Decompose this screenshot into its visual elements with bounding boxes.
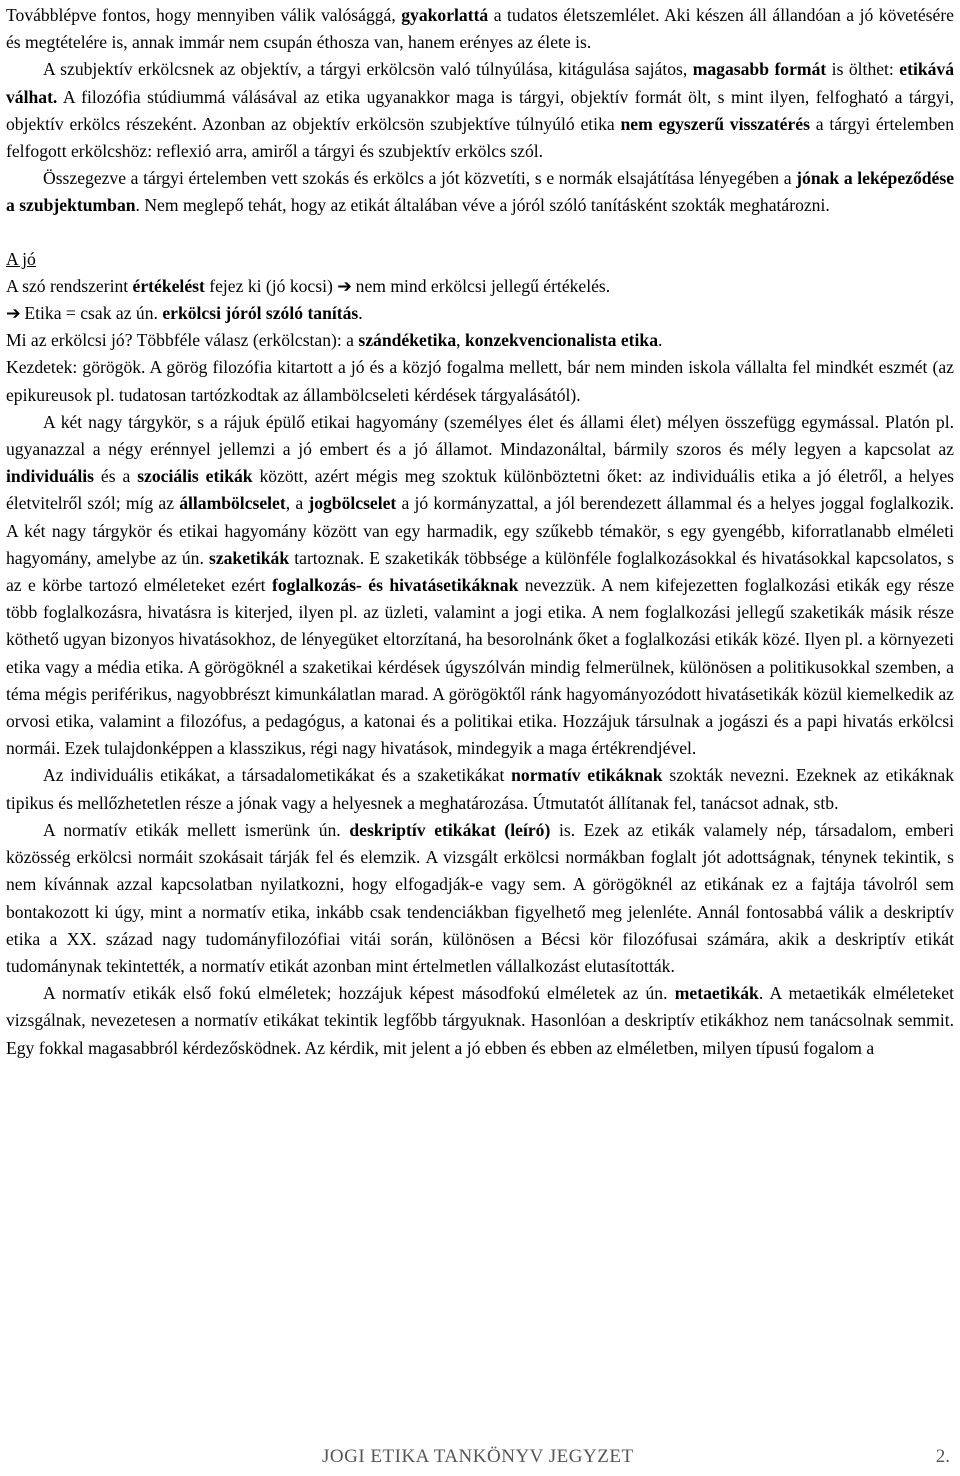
text-run: és a: [94, 466, 138, 487]
bold-term: individuális: [6, 466, 95, 487]
text-run: Etika = csak az ún.: [20, 303, 163, 324]
footer-title: JOGI ETIKA TANKÖNYV JEGYZET: [322, 1446, 634, 1467]
text-run: A két nagy tárgykör, s a rájuk épülő etikai hagyomány (személyes élet és állami élet) mélyen összefügg egymással. Platón pl. ugyanazzal a négy erénnyel jellemzi a jó embert és a jó államot. Mindazonáltal, bármily szoros és mély legyen a kapcsolat az: [6, 411, 954, 460]
text-run: a jó kormányzattal, a jól berendezett állammal és a helyes joggal foglalkozik. A két nagy tárgykör és etikai hagyomány között van egy harmadik, egy szűkebb témakör, s egy gyengébb, kiforratlanabb elméleti hagyomány, amelybe az ún.: [6, 493, 954, 568]
text-run: .: [358, 303, 363, 324]
bold-term: magasabb formát: [692, 59, 827, 80]
bold-term: szándéketika: [358, 330, 457, 351]
body-paragraph-b2: [6, 762, 954, 816]
bold-term: metaetikák: [674, 983, 759, 1004]
page-footer: [0, 1446, 960, 1472]
text-run: tartoznak. E szaketikák többsége a különféle foglalkozásokkal és hivatásokkal kapcsolatos, s az e körbe tartozó elméleteket ezért: [6, 547, 954, 596]
page-number: 2.: [935, 1446, 950, 1467]
body-paragraph-b3: [6, 817, 954, 980]
bold-term: etikává válhat.: [6, 59, 955, 107]
bold-term: erkölcsi jóról szóló tanítás: [162, 303, 359, 324]
text-run: A szubjektív erkölcsnek az objektív, a tárgyi erkölcsön való túlnyúlása, kitágulása sajátos,: [43, 59, 693, 80]
text-run: Összegezve a tárgyi értelemben vett szokás és erkölcs a jót közvetíti, s e normák elsajátítása lényegében a: [43, 168, 797, 189]
bold-term: szociális etikák: [137, 466, 253, 487]
bold-term: szaketikák: [208, 547, 290, 568]
text-run: nem mind erkölcsi jellegű értékelés.: [351, 275, 611, 296]
bold-term: gyakorlattá: [401, 5, 489, 25]
section-lines: [6, 273, 954, 409]
arrow-icon: ➔: [337, 275, 352, 296]
text-run: Az individuális etikákat, a társadalometikákat és a szaketikákat: [43, 765, 512, 786]
section-line-l2: [6, 300, 954, 327]
bold-term: jogbölcselet: [308, 493, 397, 514]
intro-paragraphs: [6, 2, 954, 220]
body-paragraph-b4: [6, 980, 954, 1062]
text-run: A szó rendszerint: [6, 275, 133, 296]
arrow-icon: ➔: [6, 303, 21, 324]
text-run: A filozófia stúdiummá válásával az etika ugyanakkor maga is tárgyi, objektív formát ölt, s mint ilyen, felfogható a tárgyi, objektív erkölcs részeként. Azonban az objektív erkölcsön szubjektíve túlnyúló etika: [6, 86, 954, 134]
text-run: Mi az erkölcsi jó? Többféle válasz (erkölcstan): a: [6, 330, 359, 351]
section-line-l3: [6, 327, 954, 354]
paragraph-p1: [6, 2, 954, 56]
paragraph-p2: [6, 56, 954, 165]
bold-term: foglalkozás- és hivatásetikáknak: [271, 575, 519, 596]
text-run: . Nem meglepő tehát, hogy az etikát általában véve a jóról szóló tanításként szokták meghatározni.: [135, 195, 830, 216]
bold-term: konzekvencionalista etika: [464, 330, 659, 351]
text-run: is. Ezek az etikák valamely nép, társadalom, emberi közösség erkölcsi normáit szokásait tárják fel és elemzik. A vizsgált erkölcsi normákban foglalt jót adottságnak, ténynek tekintik, s nem kívánnak azzal kapcsolatban nyilatkozni, hogy elfogadják-e vagy sem. A görögöknél az etikának ez a fajtája távolról sem bontakozott ki úgy, mint a normatív etika, inkább csak tendenciákban figyelhető meg jelenléte. Annál fontosabbá válik a deskriptív etika a XX. század nagy tudományfilozófiai vitái során, különösen a Bécsi kör filozófusai számára, akik a deskriptív etikát tudománynak tekintették, a normatív etikát azonban mint értelmetlen vállalkozást elutasították.: [6, 819, 954, 976]
bold-term: jónak a leképeződése a szubjektumban: [6, 168, 955, 216]
text-run: A normatív etikák első fokú elméletek; hozzájuk képest másodfokú elméletek az ún.: [43, 983, 675, 1004]
text-run: .: [658, 330, 663, 351]
text-run: a tudatos életszemlélet. Aki készen áll állandóan a jó követésére és megtételére is, annak immár nem csupán éthosza van, hanem erényes az élete is.: [6, 5, 954, 53]
body-paragraph-b1: [6, 409, 954, 763]
bold-term: nem egyszerű visszatérés: [620, 113, 810, 134]
section-heading: [6, 246, 954, 273]
text-run: Kezdetek: görögök. A görög filozófia kitartott a jó és a közjó fogalma mellett, bár nem minden iskola vállalta fel mindkét eszmét (az epikureusok pl. tudatosan tartózkodtak az állambölcseleti kérdések tárgyalásától).: [6, 357, 954, 405]
bold-term: értékelést: [132, 275, 205, 296]
paragraph-p3: [6, 165, 954, 219]
text-run: A normatív etikák mellett ismerünk ún.: [43, 819, 350, 840]
text-run: szokták nevezni. Ezeknek az etikáknak tipikus és mellőzhetetlen része a jónak vagy a helyesnek a meghatározása. Útmutatót állítanak fel, tanácsot adnak, stb.: [6, 765, 954, 813]
text-run: , a: [285, 493, 309, 514]
section-heading-text: A jó: [6, 248, 36, 269]
text-run: között, azért mégis meg szoktuk különböztetni őket: az individuális etika a jó életről, a helyes életvitelről szól; míg az: [6, 466, 954, 514]
text-run: Továbblépve fontos, hogy mennyiben válik valósággá,: [6, 5, 402, 25]
section-line-l4: [6, 354, 954, 408]
text-run: is ölthet:: [826, 59, 900, 80]
section-line-l1: [6, 273, 954, 300]
bold-term: állambölcselet: [179, 493, 286, 514]
text-run: . A metaetikák elméleteket vizsgálnak, nevezetesen a normatív etikákat tekintik legfőbb tárgyuknak. Hasonlóan a deskriptív etikákhoz nem tanácsolnak semmit. Egy fokkal magasabbról kérdezősködnek. Az kérdik, mit jelent a jó ebben és ebben az elméletben, milyen típusú fogalom a: [6, 983, 954, 1058]
text-run: fejez ki (jó kocsi): [204, 275, 338, 296]
bold-term: deskriptív etikákat (leíró): [349, 819, 551, 840]
text-run: ,: [456, 330, 465, 351]
body-paragraphs: [6, 409, 954, 1062]
text-run: a tárgyi értelemben felfogott erkölcshöz: reflexió arra, amiről a tárgyi és szubjektív erkölcs szól.: [6, 113, 955, 162]
text-run: nevezzük. A nem kifejezetten foglalkozási etikák egy része több foglalkozásra, hivatásra is kiterjed, ilyen pl. az üzleti, valamint a jogi etika. A nem foglalkozási jellegű szaketikák másik része köthető ugyan bizonyos hivatásokhoz, de lényegüket eltorzítaná, ha besorolnánk őket a foglalkozási etikák közé. Ilyen pl. a környezeti etika vagy a média etika. A görögöknél a szaketikai kérdések úgyszólván mindig felmerülnek, különösen a politikusokkal szemben, a téma mégis periférikus, nagyobbrészt kimunkálatlan marad. A görögöktől ránk hagyományozódott hivatásetikák közül kiemelkedik az orvosi etika, valamint a filozófus, a pedagógus, a katonai és a politikai etika. Hozzájuk társulnak a jogászi és a papi hivatás erkölcsi normái. Ezek tulajdonképpen a klasszikus, régi nagy hivatások, mindegyik a maga értékrendjével.: [6, 575, 955, 759]
bold-term: normatív etikáknak: [511, 765, 663, 786]
